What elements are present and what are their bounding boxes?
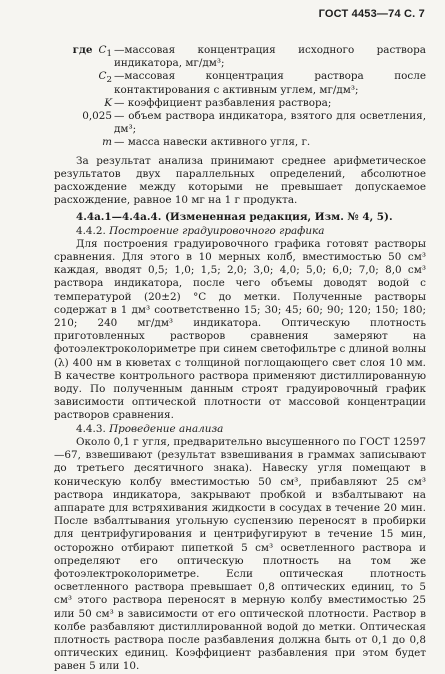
legend-subscript: 2 [106, 75, 112, 86]
legend-definition: — объем раствора индикатора, взятого для осветления, дм³; [114, 110, 426, 136]
running-head: ГОСТ 4453—74 С. 7 [318, 8, 425, 20]
legend-row-volume [54, 110, 426, 136]
legend-row-c2 [54, 70, 426, 96]
legend-symbol: m [102, 136, 112, 149]
legend-symbol: C [98, 44, 107, 56]
legend-row-c1 [54, 44, 426, 70]
section-heading-4-4-3 [54, 423, 426, 436]
legend-subscript: 1 [106, 49, 112, 60]
legend-definition: —массовая концентрация раствора после контактирования с активным углем, мг/дм³; [114, 70, 426, 96]
legend-definition: — коэффициент разбавления раствора; [114, 96, 332, 109]
legend-symbol: 0,025 [82, 110, 112, 123]
legend-row-k [54, 97, 426, 110]
legend-row-m [54, 136, 426, 149]
legend-where: где [72, 44, 93, 56]
legend-symbol: C [98, 70, 107, 83]
legend-definition: —массовая концентрация исходного раствора индикатора, мг/дм³; [114, 44, 426, 70]
section-title: Проведение анализа [109, 422, 224, 435]
section-heading-4-4-2 [54, 225, 426, 238]
result-paragraph: За результат анализа принимают среднее арифметическое результатов двух параллельных определений, абсолютное расхождение между которыми не превышает допускаемое расхождение, равное 10 мг на 1 г продукта. [54, 154, 426, 207]
section-number: 4.4.2. [76, 224, 106, 237]
formula-legend [54, 44, 426, 150]
section-body-4-4-2: Для построения градуировочного графика готовят растворы сравнения. Для этого в 10 мерных колб, вместимостью 50 см³ каждая, вводят 0,5; 1,0; 1,5; 2,0; 3,0; 4,0; 5,0; 6,0; 7,0; 8,0 см³ раствора индикатора, после чего объемы доводят водой с температурой (20±2) °С до метки. Полученные растворы содержат в 1 дм³ соответственно 15; 30; 45; 60; 90; 120; 150; 180; 210; 240 мг/дм³ индикатора. Оптическую плотность приготовленных растворов сравнения замеряют на фотоэлектроколориметре при синем светофильтре с длиной волны (λ) 400 нм в кюветах с толщиной поглощающего свет слоя 10 мм. В качестве контрольного раствора применяют дистиллированную воду. По полученным данным строят градуировочный график зависимости оптической плотности от массовой концентрации растворов сравнения. [54, 237, 426, 422]
body-text [54, 44, 426, 674]
section-title: Построение градуировочного графика [109, 224, 325, 237]
legend-definition: — масса навески активного угля, г. [114, 136, 311, 149]
amendment-note: 4.4а.1—4.4а.4. (Измененная редакция, Изм. № 4, 5). [76, 211, 393, 224]
legend-symbol: K [104, 96, 112, 109]
section-number: 4.4.3. [76, 422, 106, 435]
section-body-4-4-3: Около 0,1 г угля, предварительно высушенного по ГОСТ 12597—67, взвешивают (результат взвешивания в граммах записывают до третьего десятичного знака). Навеску угля помещают в коническую колбу вместимостью 50 см³, прибавляют 25 см³ раствора индикатора, закрывают пробкой и взбалтывают на аппарате для встряхивания жидкости в сосудах в течение 20 мин. После взбалтывания угольную суспензию переносят в пробирки для центрифугирования и центрифугируют в течение 15 мин, осторожно отбирают пипеткой 5 см³ осветленного раствора и определяют его оптическую плотность на том же фотоэлектроколориметре. Если оптическая плотность осветленного раствора превышает 0,8 оптических единиц, то 5 см³ этого раствора переносят в мерную колбу вместимостью 25 или 50 см³ в зависимости от его оптической плотности. Раствор в колбе разбавляют дистиллированной водой до метки. Оптическая плотность раствора после разбавления должна быть от 0,1 до 0,8 оптических единиц. Коэффициент разбавления при этом будет равен 5 или 10. [54, 435, 426, 673]
